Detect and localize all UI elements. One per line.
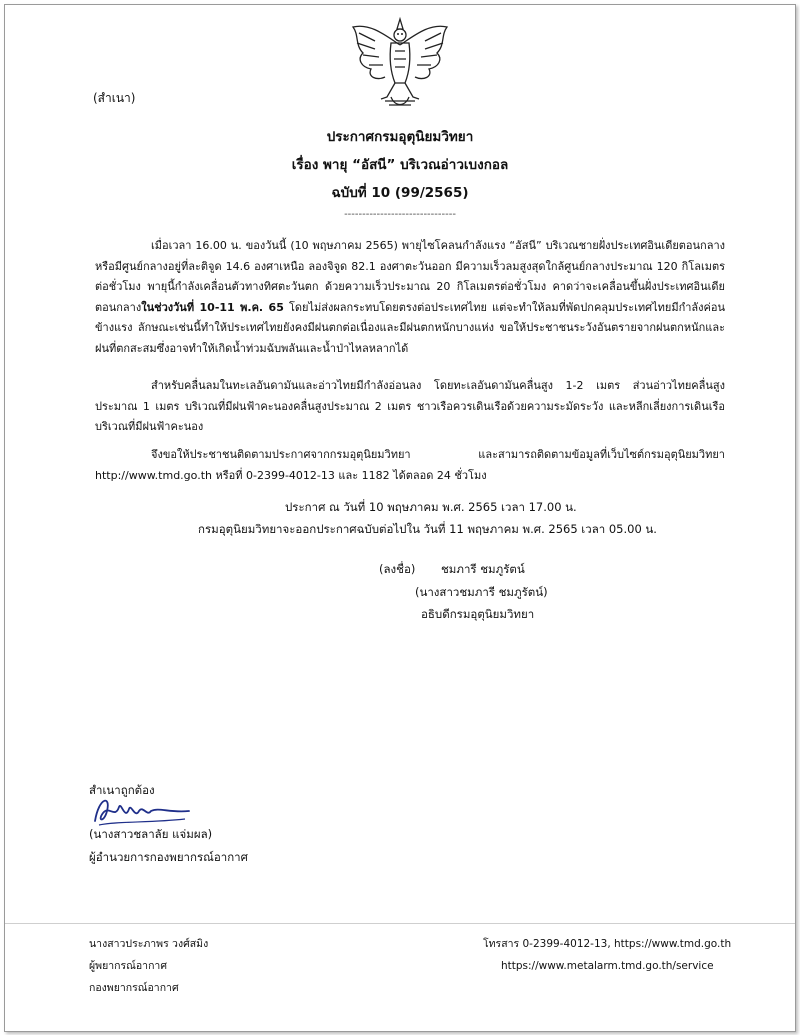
- announce-date: ประกาศ ณ วันที่ 10 พฤษภาคม พ.ศ. 2565 เวลา 17.00 น.: [285, 500, 577, 514]
- certified-copy-label: สำเนาถูกต้อง: [89, 783, 155, 797]
- handwritten-signature: [89, 791, 209, 831]
- footer-contact: โทรสาร 0-2399-4012-13, https://www.tmd.go.th: [483, 938, 732, 950]
- subject-line: เรื่อง พายุ “อัสนี” บริเวณอ่าวเบงกอล: [291, 157, 509, 173]
- copy-label: (สำเนา): [93, 91, 136, 105]
- separator-line: -------------------------------: [344, 209, 456, 220]
- footer-divider: [5, 923, 795, 924]
- signatory-full-name: (นางสาวชมภารี ชมภูรัตน์): [415, 585, 548, 599]
- paragraph-storm-report: [95, 236, 725, 359]
- paragraph-1-text-cont: โดยไม่ส่งผลกระทบโดยตรงต่อประเทศไทย แต่จะทำให้ลมที่พัดปกคลุมประเทศไทยมีกำลังค่อนข้างแรง ลักษณะเช่นนี้ทำให้ประเทศไทยยังคงมีฝนตกต่อเนื่องและมีฝนตกหนักบางแห่ง ขอให้ประชาชนระวังอันตรายจากฝนตกหนักและฝนที่ตกสะสมซึ่งอาจทำให้เกิดน้ำท่วมฉับพลันและน้ำป่าไหลหลากได้: [95, 300, 726, 355]
- paragraph-1-text: เมื่อเวลา 16.00 น. ของวันนี้ (10 พฤษภาคม 2565) พายุไซโคลนกำลังแรง “อัสนี” บริเวณชายฝั่งประเทศอินเดียตอนกลาง หรือมีศูนย์กลางอยู่ที่ละติจูด 14.6 องศาเหนือ ลองจิจูด 82.1 องศาตะวันออก มีความเร็วลมสูงสุดใกล้ศูนย์กลางประมาณ 120 กิโลเมตรต่อชั่วโมง พายุนี้กำลังเคลื่อนตัวทางทิศตะวันตก ด้วยความเร็วประมาณ 20 กิโลเมตรต่อชั่วโมง คาดว่าจะเคลื่อนขึ้นฝั่งประเทศอินเดียตอนกลาง: [95, 239, 725, 314]
- certifier-position: ผู้อำนวยการกองพยากรณ์อากาศ: [89, 850, 248, 864]
- certifier-name: (นางสาวชลาลัย แจ่มผล): [89, 827, 213, 841]
- footer-division: กองพยากรณ์อากาศ: [89, 982, 179, 994]
- paragraph-sea-conditions: [95, 376, 725, 438]
- page-title: ประกาศกรมอุตุนิยมวิทยา: [326, 129, 474, 145]
- sign-label: (ลงชื่อ): [379, 562, 416, 576]
- signatory-position: อธิบดีกรมอุตุนิยมวิทยา: [421, 607, 535, 621]
- document-page: [4, 4, 796, 1032]
- signatory-name: ชมภารี ชมภูรัตน์: [441, 562, 525, 576]
- footer-service-url: https://www.metalarm.tmd.go.th/service: [501, 960, 714, 972]
- paragraph-3-text: จึงขอให้ประชาชนติดตามประกาศจากกรมอุตุนิยมวิทยา และสามารถติดตามข้อมูลที่เว็บไซต์กรมอุตุนิยมวิทยา http://www.tmd.go.th หรือที่ 0-2399-4012-13 และ 1182 ได้ตลอด 24 ชั่วโมง: [95, 448, 725, 482]
- garuda-emblem-icon: [345, 15, 455, 115]
- footer-forecaster-title: ผู้พยากรณ์อากาศ: [89, 960, 167, 972]
- issue-number: ฉบับที่ 10 (99/2565): [331, 185, 469, 201]
- next-announce: กรมอุตุนิยมวิทยาจะออกประกาศฉบับต่อไปใน วันที่ 11 พฤษภาคม พ.ศ. 2565 เวลา 05.00 น.: [198, 522, 657, 536]
- paragraph-follow-notice: [95, 445, 725, 486]
- footer-forecaster-name: นางสาวประภาพร วงศ์สมิง: [89, 938, 209, 950]
- paragraph-1-highlight: ในช่วงวันที่ 10-11 พ.ค. 65: [141, 300, 284, 314]
- paragraph-2-text: สำหรับคลื่นลมในทะเลอันดามันและอ่าวไทยมีกำลังอ่อนลง โดยทะเลอันดามันคลื่นสูง 1-2 เมตร ส่วนอ่าวไทยคลื่นสูงประมาณ 1 เมตร บริเวณที่มีฝนฟ้าคะนองคลื่นสูงประมาณ 2 เมตร ชาวเรือควรเดินเรือด้วยความระมัดระวัง และหลีกเลี่ยงการเดินเรือบริเวณที่มีฝนฟ้าคะนอง: [95, 379, 725, 433]
